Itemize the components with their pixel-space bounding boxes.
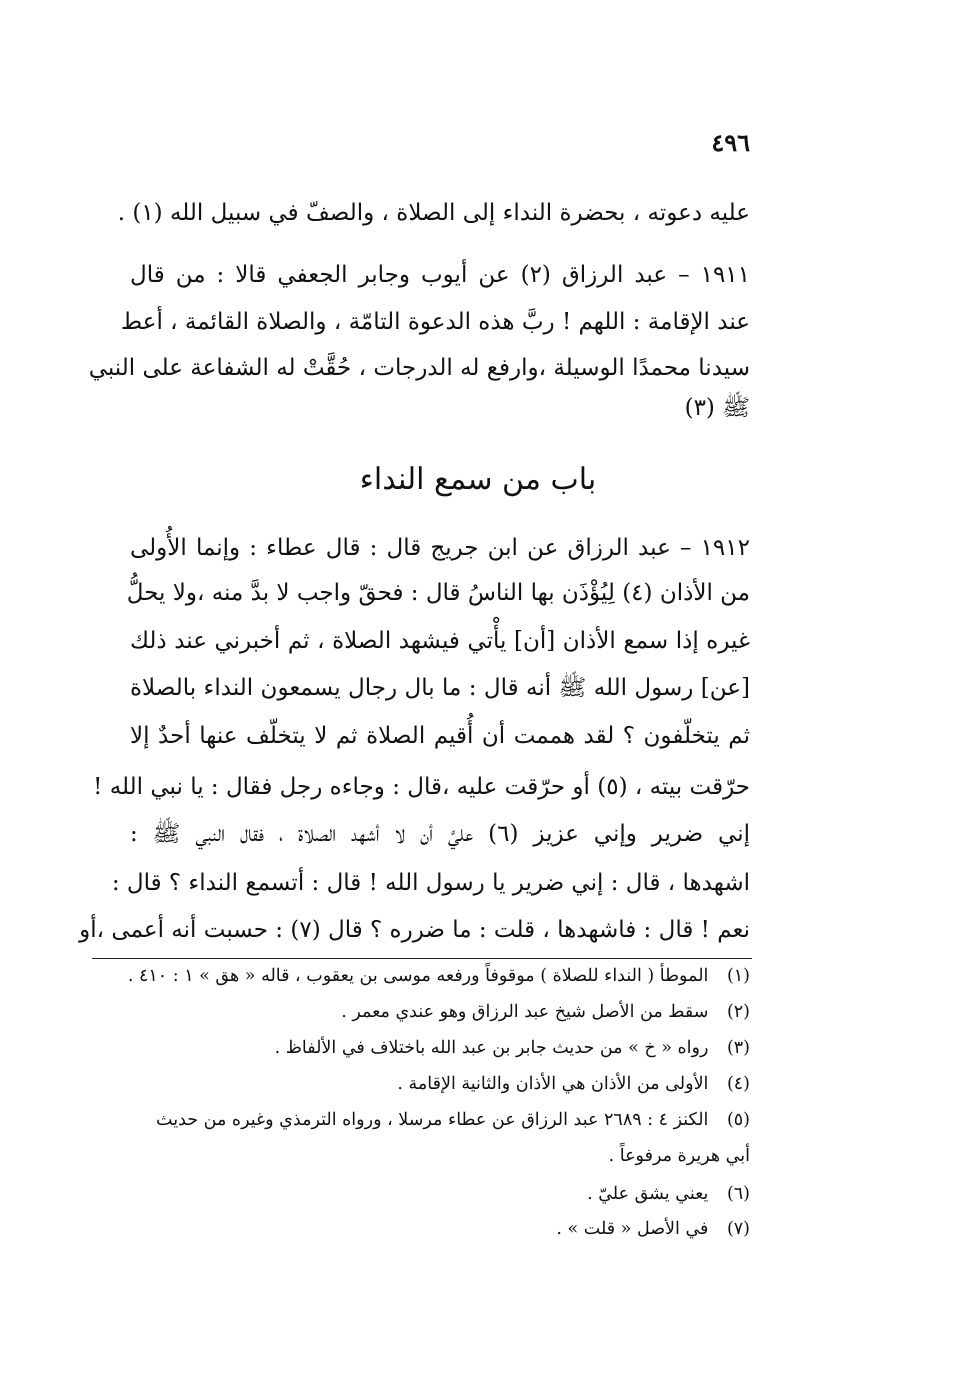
footnote-text: يعني يشق عليّ . [587,1184,709,1204]
footnote [85,1068,750,1100]
footnote [85,1178,750,1210]
body-line: عليه دعوته ، بحضرة النداء إلى الصلاة ، والصفّ في سبيل الله (١) . [117,200,750,226]
footnote-text: الكنز ٤ : ٢٦٨٩ عبد الرزاق عن عطاء مرسلا ، ورواه الترمذي وغيره من حديث [156,1110,709,1130]
footnote-divider [92,958,752,959]
footnote [85,1032,750,1064]
body-line: سيدنا محمدًا الوسيلة ،وارفع له الدرجات ، حُقَّتْ له الشفاعة على النبي [88,355,750,381]
body-line: ثم يتخلّفون ؟ لقد هممت أن أُقيم الصلاة ثم لا يتخلّف عنها أحدٌ إلا [130,723,750,749]
footnote-continuation [85,1140,750,1172]
footnote-number: (٢) [726,1002,750,1022]
footnote-number: (٣) [726,1038,750,1058]
body-line: ١٩١١ – عبد الرزاق (٢) عن أيوب وجابر الجعفي قالا : من قال [130,262,751,288]
footnote-text: في الأصل « قلت » . [556,1219,709,1239]
footnote [85,1213,750,1245]
footnote-text: الأولى من الأذان هي الأذان والثانية الإقامة . [397,1074,709,1094]
body-line: حرّقت بيته ، (٥) أو حرّقت عليه ،قال : وجاءه رجل فقال : يا نبي الله ! [93,774,750,800]
footnote [85,1104,750,1136]
footnote-number: (٦) [726,1184,750,1204]
footnote-number: (٤) [726,1074,750,1094]
body-line: [عن] رسول الله ﷺ أنه قال : ما بال رجال يسمعون النداء بالصلاة [130,675,750,701]
footnote [85,996,750,1028]
body-line: عند الإقامة : اللهم ! ربَّ هذه الدعوة التامّة ، والصلاة القائمة ، أعط [120,309,750,335]
footnote-text: أبي هريرة مرفوعاً . [608,1146,750,1166]
body-line: ﷺ (٣) [684,395,750,421]
footnote-text: سقط من الأصل شيخ عبد الرزاق وهو عندي معمر . [341,1002,709,1022]
footnote-number: (٧) [726,1219,750,1239]
footnote [85,960,750,992]
page-number: ٤٩٦ [711,128,750,157]
footnote-number: (٥) [726,1110,750,1130]
body-line: من الأذان (٤) لِيُؤْذَن بها الناسُ قال : فحقّ واجب لا بدَّ منه ،ولا يحلُّ [126,580,750,606]
body-line: ١٩١٢ – عبد الرزاق عن ابن جريج قال : قال عطاء : وإنما الأُولى [130,535,750,561]
body-line: نعم ! قال : فاشهدها ، قلت : ما ضرره ؟ قال (٧) : حسبت أنه أعمى ،أو [79,917,750,943]
footnote-text: رواه « خ » من حديث جابر بن عبد الله باختلاف في الألفاظ . [274,1038,709,1058]
body-line: غيره إذا سمع الأذان [أن] يأْتي فيشهد الصلاة ، ثم أخبرني عند ذلك [130,628,750,654]
footnote-text: الموطأ ( النداء للصلاة ) موقوفاً ورفعه موسى بن يعقوب ، قاله « هق » ١ : ٤١٠ . [127,966,709,986]
footnote-number: (١) [726,966,750,986]
body-line: إني ضرير وإني عزيز (٦) عليَّ أن لا أشهد الصلاة ، فقال النبي ﷺ : [130,821,750,847]
body-line: اشهدها ، قال : إني ضرير يا رسول الله ! قال : أتسمع النداء ؟ قال : [111,870,750,896]
section-heading: باب من سمع النداء [359,462,597,497]
